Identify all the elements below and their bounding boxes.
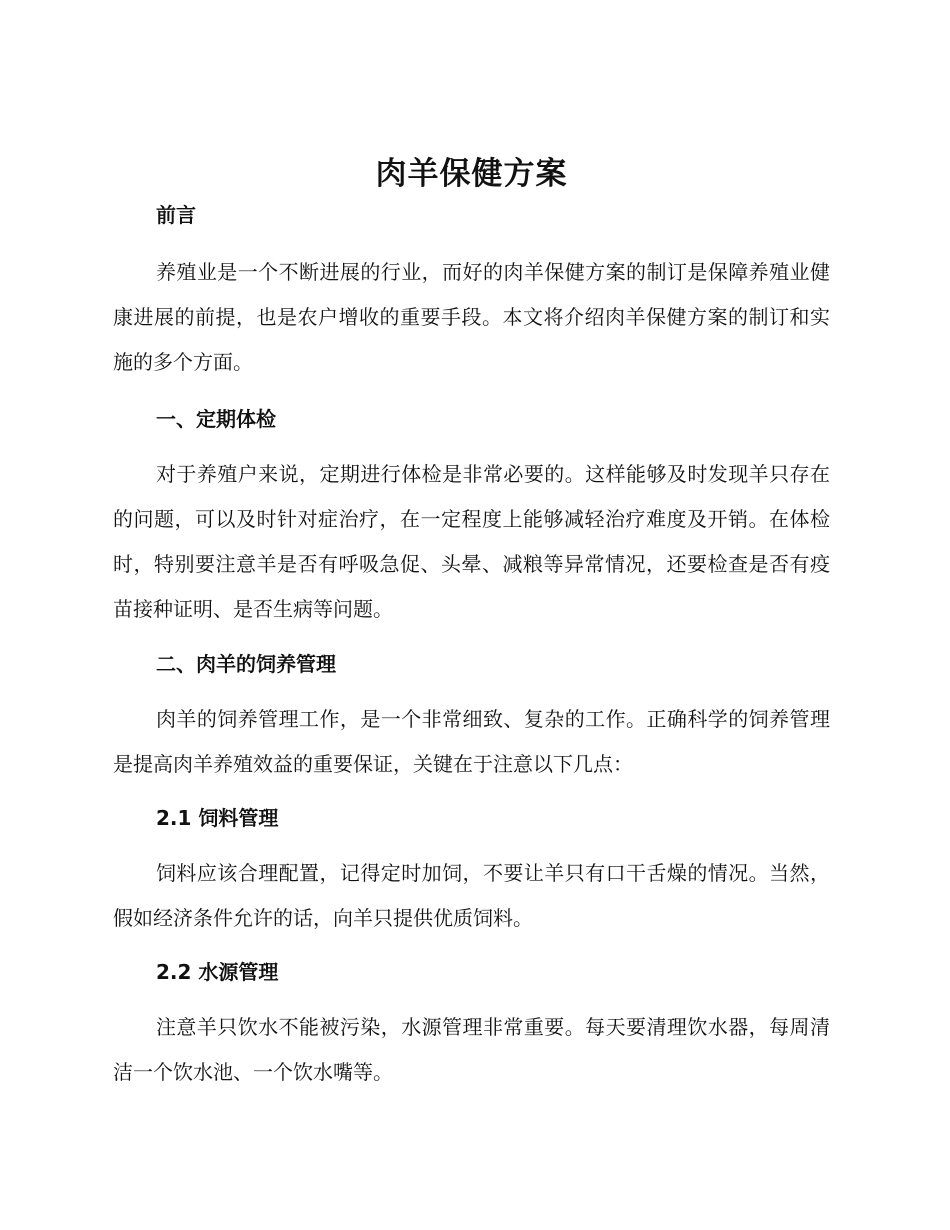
subsection-heading-water-management: 2.2 水源管理 bbox=[156, 960, 279, 984]
subsection-paragraph-feed-management: 饲料应该合理配置，记得定时加饲，不要让羊只有口干舌燥的情况。当然，假如经济条件允许的话，向羊只提供优质饲料。 bbox=[113, 861, 830, 930]
document-title: 肉羊保健方案 bbox=[375, 156, 568, 192]
section-paragraph-feeding-management: 肉羊的饲养管理工作，是一个非常细致、复杂的工作。正确科学的饲养管理是提高肉羊养殖效益的重要保证，关键在于注意以下几点： bbox=[113, 707, 830, 776]
section-paragraph-regular-checkup: 对于养殖户来说，定期进行体检是非常必要的。这样能够及时发现羊只存在的问题，可以及时针对症治疗，在一定程度上能够减轻治疗难度及开销。在体检时，特别要注意羊是否有呼吸急促、头晕、减粮等异常情况，还要检查是否有疫苗接种证明、是否生病等问题。 bbox=[113, 462, 830, 621]
section-heading-regular-checkup: 一、定期体检 bbox=[156, 407, 276, 431]
document-page bbox=[113, 145, 830, 1095]
section-heading-feeding-management: 二、肉羊的饲养管理 bbox=[156, 652, 336, 676]
subsection-paragraph-water-management: 注意羊只饮水不能被污染，水源管理非常重要。每天要清理饮水器，每周清洁一个饮水池、一个饮水嘴等。 bbox=[113, 1015, 830, 1084]
section-paragraph-preface: 养殖业是一个不断进展的行业，而好的肉羊保健方案的制订是保障养殖业健康进展的前提，也是农户增收的重要手段。本文将介绍肉羊保健方案的制订和实施的多个方面。 bbox=[113, 260, 830, 374]
section-heading-preface: 前言 bbox=[156, 203, 196, 227]
subsection-heading-feed-management: 2.1 饲料管理 bbox=[156, 806, 279, 830]
